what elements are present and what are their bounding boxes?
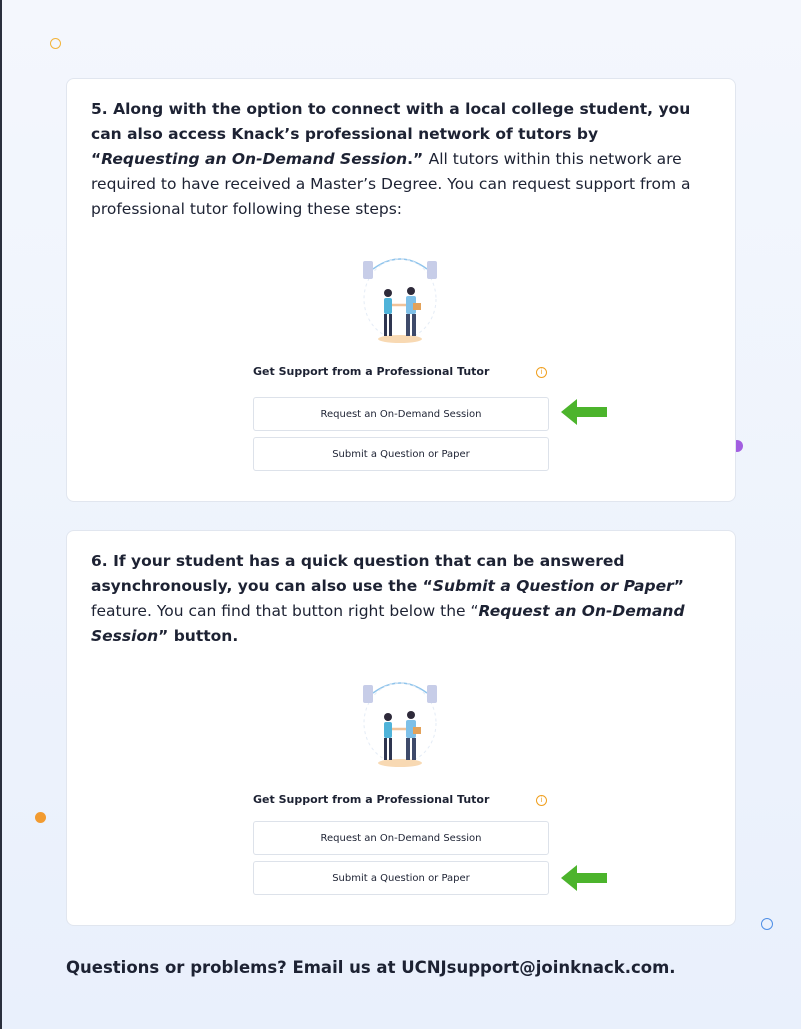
step-5-text: 5. Along with the option to connect with a local college student, you can also access Knack’s professional network of tutors by “Requesting an On-Demand Session.” All tutors within this network are required to have received a Master’s Degree. You can request support from a professional tutor following these steps: xyxy=(91,100,691,218)
step-5-card xyxy=(66,78,736,502)
tutor-handshake-illustration xyxy=(355,671,445,771)
step-6-card xyxy=(66,530,736,926)
left-border xyxy=(0,0,2,1029)
tutor-handshake-illustration xyxy=(355,247,445,347)
green-arrow-left-icon xyxy=(561,865,607,891)
decor-dot-orange xyxy=(35,812,46,823)
info-icon[interactable]: i xyxy=(536,367,547,378)
request-on-demand-session-button[interactable]: Request an On-Demand Session xyxy=(253,397,549,431)
green-arrow-left-icon xyxy=(561,399,607,425)
step-6-text: 6. If your student has a quick question that can be answered asynchronously, you can also use the “Submit a Question or Paper” feature. You can find that button right below the “Request an On-Demand Session” button. xyxy=(91,552,685,645)
decor-dot-blue xyxy=(761,918,773,930)
decor-dot-yellow xyxy=(50,38,61,49)
submit-question-or-paper-button[interactable]: Submit a Question or Paper xyxy=(253,861,549,895)
submit-question-or-paper-button[interactable]: Submit a Question or Paper xyxy=(253,437,549,471)
request-on-demand-session-button[interactable]: Request an On-Demand Session xyxy=(253,821,549,855)
info-icon[interactable]: i xyxy=(536,795,547,806)
panel-title: Get Support from a Professional Tutor xyxy=(253,365,490,378)
panel-title: Get Support from a Professional Tutor xyxy=(253,793,490,806)
support-contact-line: Questions or problems? Email us at UCNJsupport@joinknack.com. xyxy=(66,958,676,977)
